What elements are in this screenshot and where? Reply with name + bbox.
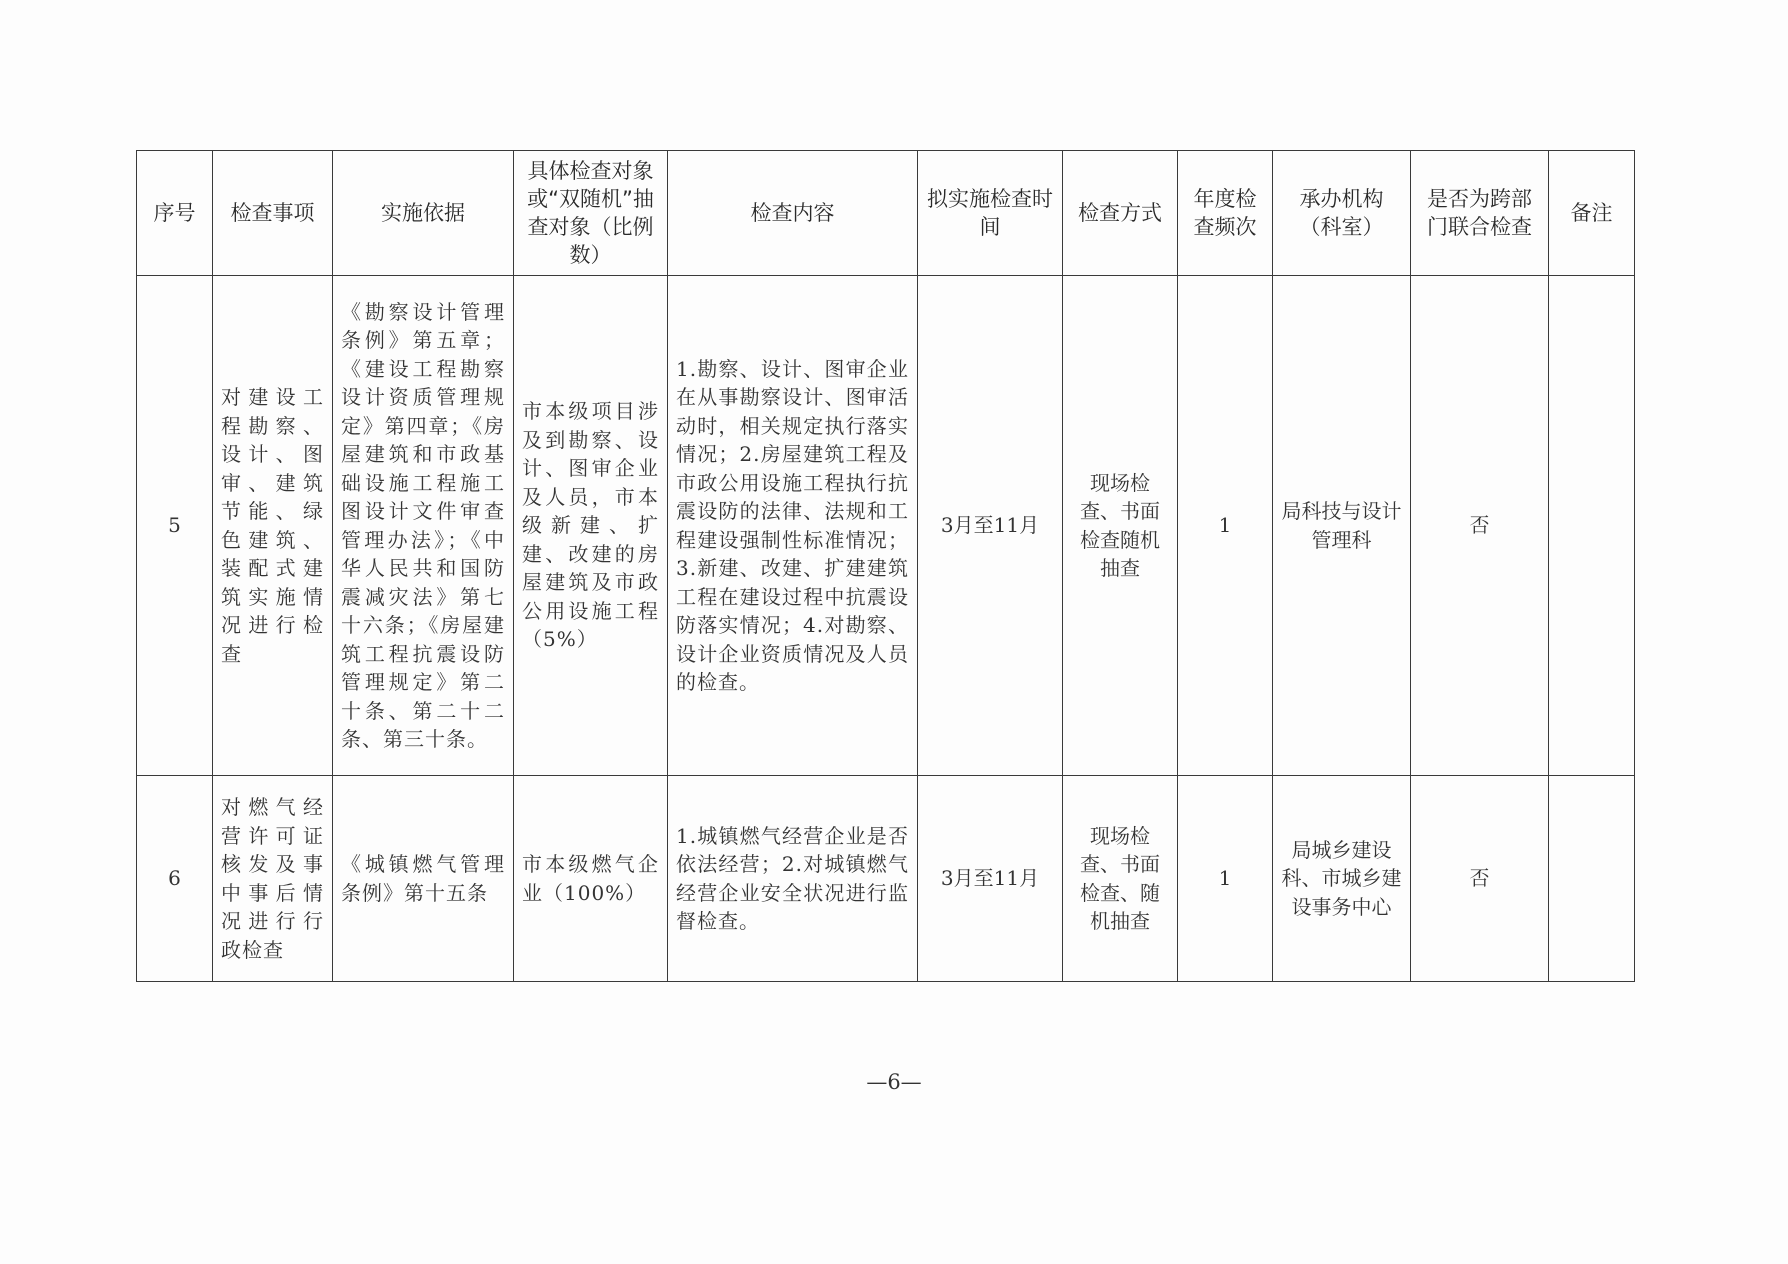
cell-agency: 局城乡建设科、市城乡建设事务中心 (1273, 776, 1411, 982)
header-seq: 序号 (137, 151, 213, 276)
table-header-row (137, 151, 1635, 276)
table-row (137, 776, 1635, 982)
cell-basis: 《城镇燃气管理条例》第十五条 (333, 776, 514, 982)
cell-time: 3月至11月 (918, 776, 1063, 982)
cell-seq: 5 (137, 276, 213, 776)
header-method: 检查方式 (1063, 151, 1178, 276)
cell-seq: 6 (137, 776, 213, 982)
cell-item: 对建设工程勘察、设计、图审、建筑节能、绿色建筑、装配式建筑实施情况进行检查 (213, 276, 333, 776)
cell-agency: 局科技与设计管理科 (1273, 276, 1411, 776)
cell-frequency: 1 (1178, 276, 1273, 776)
header-joint: 是否为跨部门联合检查 (1411, 151, 1549, 276)
inspection-table (136, 150, 1635, 982)
header-agency: 承办机构（科室） (1273, 151, 1411, 276)
header-content: 检查内容 (668, 151, 918, 276)
cell-joint: 否 (1411, 276, 1549, 776)
cell-remark (1549, 776, 1635, 982)
cell-content: 1.城镇燃气经营企业是否依法经营；2.对城镇燃气经营企业安全状况进行监督检查。 (668, 776, 918, 982)
cell-joint: 否 (1411, 776, 1549, 982)
header-frequency: 年度检查频次 (1178, 151, 1273, 276)
table-row (137, 276, 1635, 776)
cell-frequency: 1 (1178, 776, 1273, 982)
header-target: 具体检查对象或“双随机”抽查对象（比例数） (514, 151, 668, 276)
header-item: 检查事项 (213, 151, 333, 276)
cell-item: 对燃气经营许可证核发及事中事后情况进行行政检查 (213, 776, 333, 982)
header-basis: 实施依据 (333, 151, 514, 276)
page-number: —6— (866, 1070, 922, 1094)
cell-basis: 《勘察设计管理条例》第五章；《建设工程勘察设计资质管理规定》第四章；《房屋建筑和市政基础设施工程施工图设计文件审查管理办法》；《中华人民共和国防震减灾法》第七十六条；《房屋建筑工程抗震设防管理规定》第二十条、第二十二条、第三十条。 (333, 276, 514, 776)
cell-remark (1549, 276, 1635, 776)
cell-method: 现场检查、书面检查随机抽查 (1063, 276, 1178, 776)
cell-content: 1.勘察、设计、图审企业在从事勘察设计、图审活动时，相关规定执行落实情况；2.房屋建筑工程及市政公用设施工程执行抗震设防的法律、法规和工程建设强制性标准情况；3.新建、改建、扩建建筑工程在建设过程中抗震设防落实情况；4.对勘察、设计企业资质情况及人员的检查。 (668, 276, 918, 776)
cell-method: 现场检查、书面检查、随机抽查 (1063, 776, 1178, 982)
header-time: 拟实施检查时间 (918, 151, 1063, 276)
cell-time: 3月至11月 (918, 276, 1063, 776)
cell-target: 市本级项目涉及到勘察、设计、图审企业及人员，市本级新建、扩建、改建的房屋建筑及市政公用设施工程（5%） (514, 276, 668, 776)
header-remark: 备注 (1549, 151, 1635, 276)
cell-target: 市本级燃气企业（100%） (514, 776, 668, 982)
